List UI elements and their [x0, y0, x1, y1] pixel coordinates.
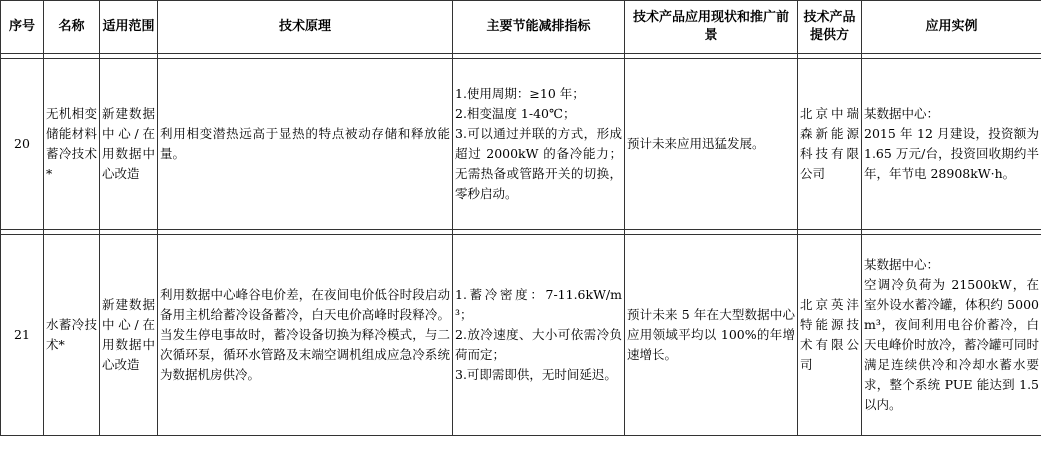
header-number: 序号 — [1, 1, 44, 54]
header-provider: 技术产品提供方 — [798, 1, 862, 54]
table-header-row — [1, 1, 1041, 54]
technology-name: 水蓄冷技术* — [44, 235, 100, 436]
applicable-scope: 新建数据中心/在用数据中心改造 — [100, 59, 158, 230]
table-row — [1, 235, 1041, 436]
indicator-item: 1.蓄冷密度：7-11.6kW/m³； — [455, 287, 622, 322]
row-number: 21 — [1, 235, 44, 436]
indicator-item: 3.可即需即供，无时间延迟。 — [455, 367, 617, 382]
technology-name: 无机相变储能材料蓄冷技术* — [44, 59, 100, 230]
energy-indicators — [453, 235, 625, 436]
application-status: 预计未来 5 年在大型数据中心应用领域平均以 100%的年增速增长。 — [625, 235, 798, 436]
technology-provider: 北京中瑞森新能源科技有限公司 — [798, 59, 862, 230]
indicator-item: 1.使用周期：≥10 年； — [455, 86, 585, 101]
example-line: 空调冷负荷为 21500kW，在室外设水蓄冷罐，体积约 5000m³，夜间利用电谷价蓄冷，白天电峰价时放冷，蓄冷罐可同时满足连续供冷和冷却水蓄水要求，整个系统 PUE 能达到 1.5 以内。 — [864, 277, 1040, 412]
header-name: 名称 — [44, 1, 100, 54]
example-line: 某数据中心： — [864, 106, 940, 121]
energy-indicators — [453, 59, 625, 230]
header-status: 技术产品应用现状和推广前景 — [625, 1, 798, 54]
indicator-item: 2.相变温度 1-40℃； — [455, 106, 576, 121]
example-line: 2015 年 12 月建设，投资额为 1.65 万元/台，投资回收期约半年，年节电 28908kW·h。 — [864, 126, 1039, 181]
indicator-item: 3.可以通过并联的方式，形成超过 2000kW 的备冷能力；无需热备或管路开关的切换，零秒启动。 — [455, 126, 622, 201]
header-indicators: 主要节能减排指标 — [453, 1, 625, 54]
example-line: 某数据中心： — [864, 257, 940, 272]
row-number: 20 — [1, 59, 44, 230]
header-example: 应用实例 — [862, 1, 1041, 54]
header-principle: 技术原理 — [158, 1, 453, 54]
table-row — [1, 59, 1041, 230]
application-status: 预计未来应用迅猛发展。 — [625, 59, 798, 230]
technology-principle: 利用相变潜热远高于显热的特点被动存储和释放能量。 — [158, 59, 453, 230]
header-scope: 适用范围 — [100, 1, 158, 54]
indicator-item: 2.放冷速度、大小可依需冷负荷而定； — [455, 327, 622, 362]
application-example — [862, 59, 1041, 230]
applicable-scope: 新建数据中心/在用数据中心改造 — [100, 235, 158, 436]
application-example — [862, 235, 1041, 436]
technology-provider: 北京英沣特能源技术有限公司 — [798, 235, 862, 436]
technology-principle: 利用数据中心峰谷电价差，在夜间电价低谷时段启动备用主机给蓄冷设备蓄冷，白天电价高峰时段释冷。当发生停电事故时，蓄冷设备切换为释冷模式，与二次循环泵，循环水管路及末端空调机组成应急冷系统为数据机房供冷。 — [158, 235, 453, 436]
